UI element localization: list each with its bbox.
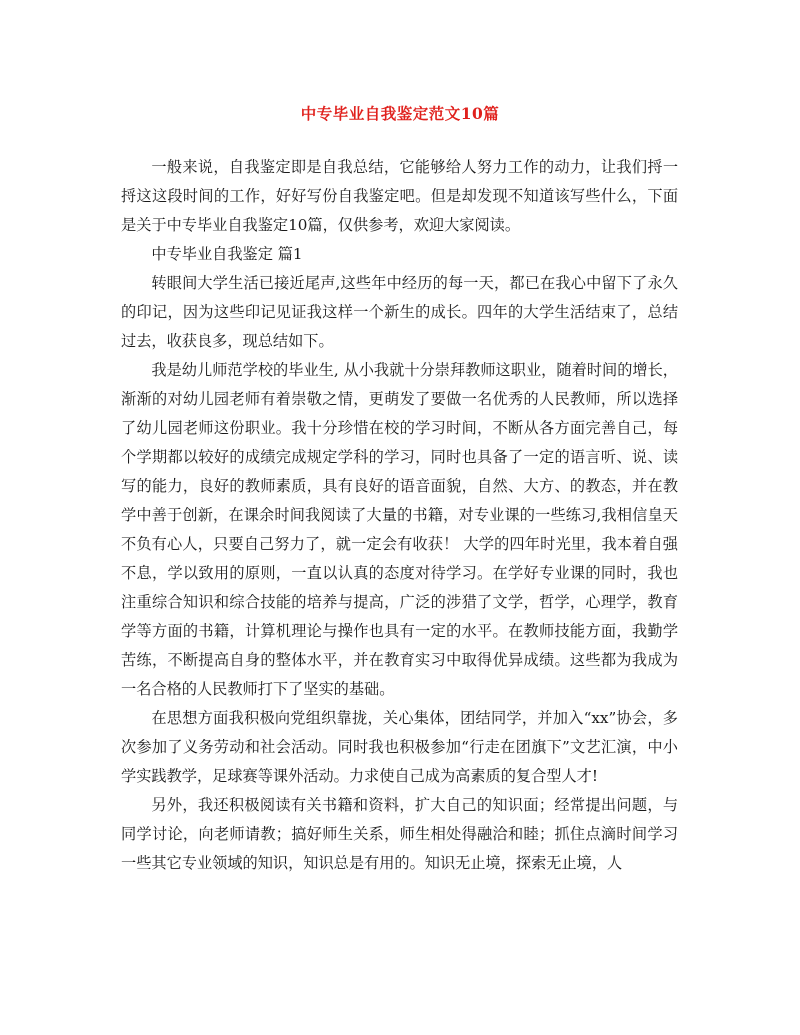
document-body [121, 153, 678, 878]
intro-paragraph: 一般来说，自我鉴定即是自我总结，它能够给人努力工作的动力，让我们捋一捋这这段时间的工作，好好写份自我鉴定吧。但是却发现不知道该写些什么，下面是关于中专毕业自我鉴定10篇，仅供参考，欢迎大家阅读。 [121, 158, 678, 234]
body-paragraph-3: 在思想方面我积极向党组织靠拢，关心集体，团结同学，并加入“xx”协会，多次参加了义务劳动和社会活动。同时我也积极参加“行走在团旗下”文艺汇演，中小学实践教学，足球赛等课外活动。力求使自己成为高素质的复合型人才! [121, 709, 678, 785]
body-paragraph-2: 我是幼儿师范学校的毕业生, 从小我就十分崇拜教师这职业，随着时间的增长，渐渐的对幼儿园老师有着崇敬之情，更萌发了要做一名优秀的人民教师，所以选择了幼儿园老师这份职业。我十分珍惜在校的学习时间，不断从各方面完善自己，每个学期都以较好的成绩完成规定学科的学习，同时也具备了一定的语言听、说、读写的能力，良好的教师素质，具有良好的语音面貌，自然、大方、的教态，并在教学中善于创新，在课余时间我阅读了大量的书籍，对专业课的一些练习,我相信皇天不负有心人，只要自己努力了，就一定会有收获！ 大学的四年时光里，我本着自强不息，学以致用的原则，一直以认真的态度对待学习。在学好专业课的同时，我也注重综合知识和综合技能的培养与提高，广泛的涉猎了文学，哲学，心理学，教育学等方面的书籍，计算机理论与操作也具有一定的水平。在教师技能方面，我勤学苦练，不断提高自身的整体水平，并在教育实习中取得优异成绩。这些都为我成为一名合格的人民教师打下了坚实的基础。 [121, 361, 678, 698]
body-paragraph-4: 另外，我还积极阅读有关书籍和资料，扩大自己的知识面；经常提出问题，与同学讨论，向老师请教；搞好师生关系，师生相处得融洽和睦；抓住点滴时间学习一些其它专业领域的知识，知识总是有用的。知识无止境，探索无止境，人 [121, 796, 678, 872]
document-title: 中专毕业自我鉴定范文10篇 [300, 104, 500, 123]
section-heading: 中专毕业自我鉴定 篇1 [151, 245, 303, 263]
body-paragraph-1: 转眼间大学生活已接近尾声,这些年中经历的每一天，都已在我心中留下了永久的印记，因为这些印记见证我这样一个新生的成长。四年的大学生活结束了，总结过去，收获良多，现总结如下。 [121, 274, 678, 350]
